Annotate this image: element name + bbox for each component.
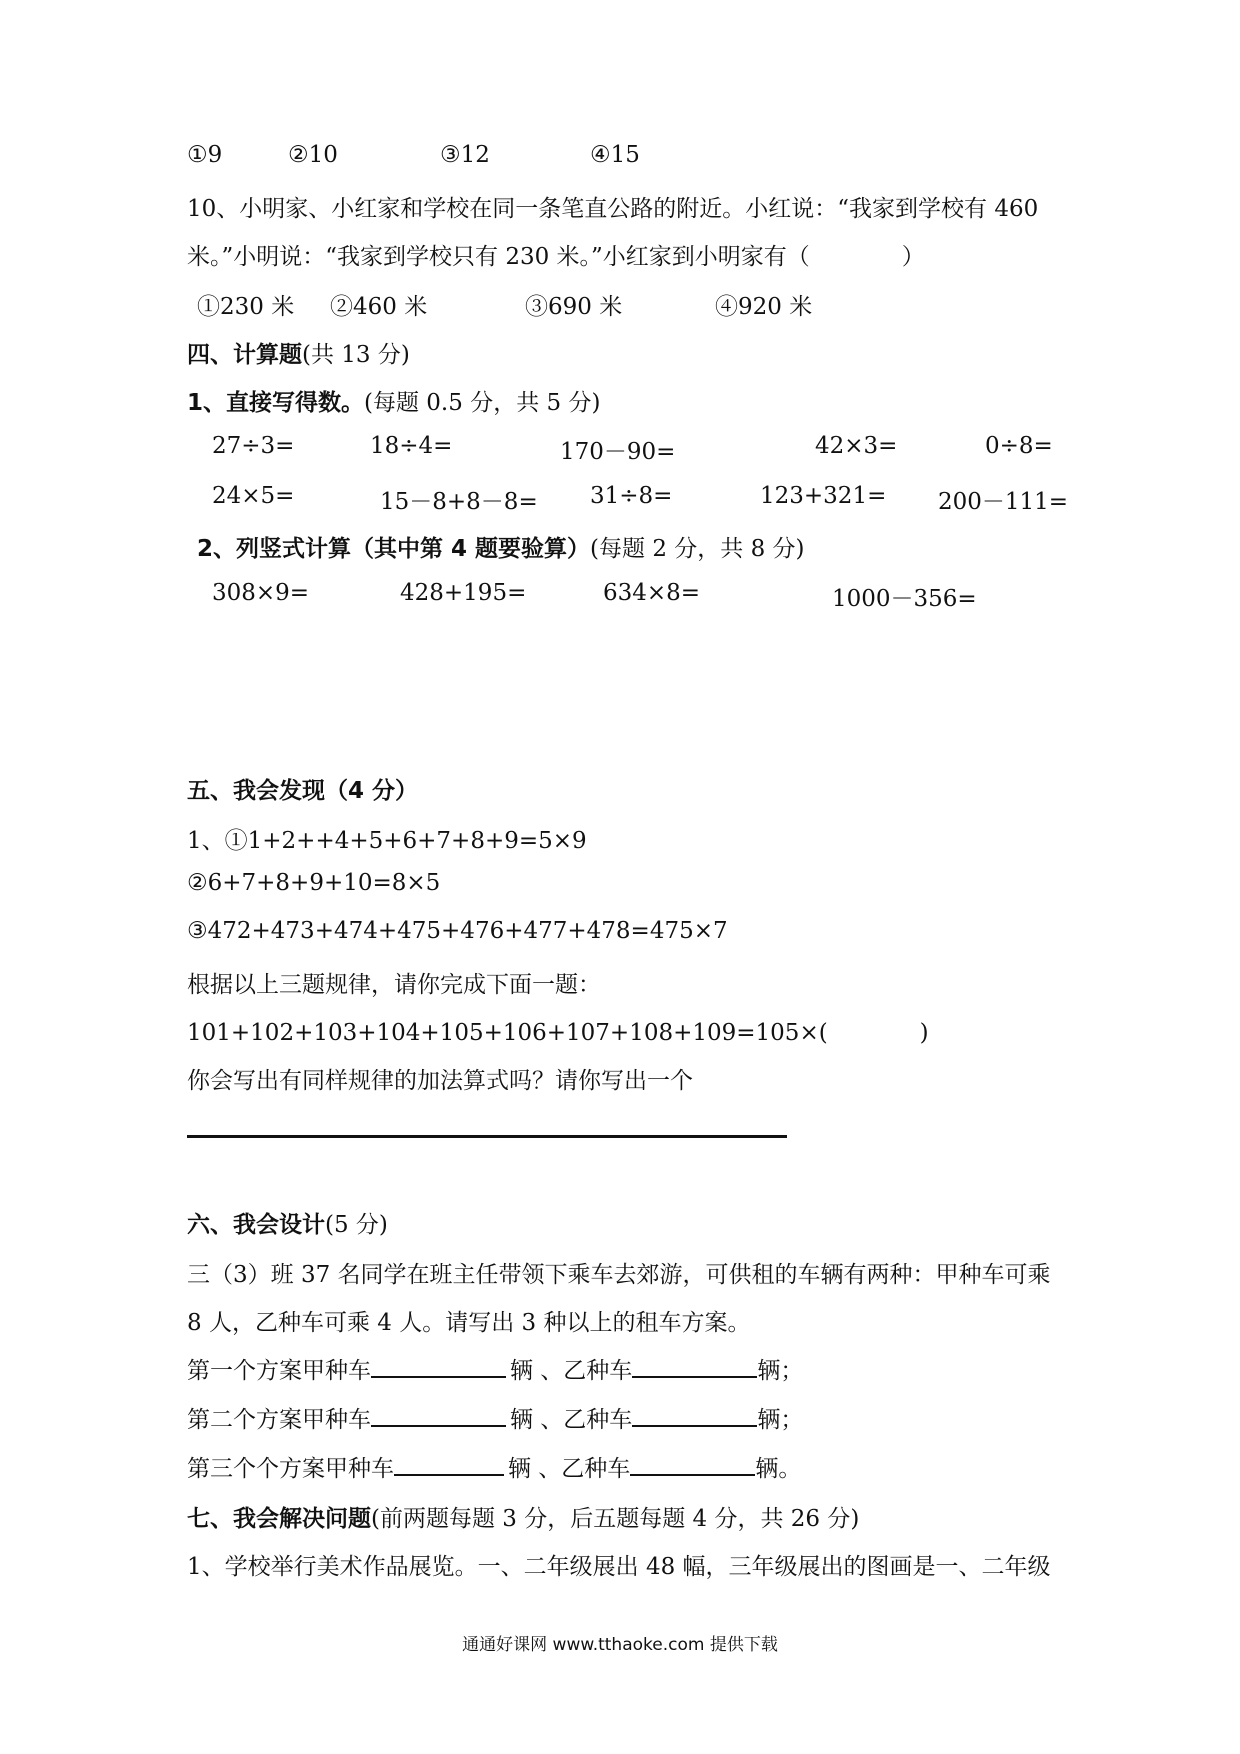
plan-prefix: 第二个方案甲种车 xyxy=(187,1407,371,1433)
section6-heading xyxy=(187,1206,388,1239)
plan-blank-a[interactable] xyxy=(394,1473,504,1476)
plan-prefix: 第一个方案甲种车 xyxy=(187,1358,371,1384)
calc-item: 27÷3= xyxy=(212,433,295,459)
section5-line2: ②6+7+8+9+10=8×5 xyxy=(187,870,441,896)
plan-mid: 辆 、乙种车 xyxy=(508,1456,631,1482)
section4-part1-heading xyxy=(187,384,600,417)
calc-item: 123+321= xyxy=(760,483,887,509)
calc-item: 170－90= xyxy=(560,439,676,465)
q10-option-2: ②460 米 xyxy=(330,294,428,320)
plan-mid: 辆 、乙种车 xyxy=(510,1358,633,1384)
section4-part1-title: 1、直接写得数。 xyxy=(187,390,365,416)
section4-part2-score: (每题 2 分，共 8 分) xyxy=(590,536,805,562)
calc-item: 0÷8= xyxy=(985,433,1053,459)
section5-line4: 根据以上三题规律，请你完成下面一题： xyxy=(187,972,601,998)
q10-line2: 米。”小明说：“我家到学校只有 230 米。”小红家到小明家有（ ） xyxy=(187,244,925,270)
q10-option-4: ④920 米 xyxy=(715,294,813,320)
calc-item: 42×3= xyxy=(815,433,898,459)
section7-heading xyxy=(187,1500,859,1533)
plan-blank-a[interactable] xyxy=(371,1424,506,1427)
section7-title: 七、我会解决问题 xyxy=(187,1506,371,1532)
plan-blank-b[interactable] xyxy=(632,1375,757,1378)
answer-line[interactable] xyxy=(187,1135,787,1138)
plan-prefix: 第三个个方案甲种车 xyxy=(187,1456,394,1482)
section7-score: (前两题每题 3 分，后五题每题 4 分，共 26 分) xyxy=(371,1506,860,1532)
calc-item: 200－111= xyxy=(938,489,1069,515)
section5-line6: 你会写出有同样规律的加法算式吗？请你写出一个 xyxy=(187,1068,693,1094)
section4-heading xyxy=(187,336,410,369)
section6-para2: 8 人，乙种车可乘 4 人。请写出 3 种以上的租车方案。 xyxy=(187,1310,751,1336)
plan-mid: 辆 、乙种车 xyxy=(510,1407,633,1433)
section4-part2-heading xyxy=(197,530,805,563)
calc-item: 15－8+8－8= xyxy=(380,489,538,515)
page-footer: 通通好课网 www.tthaoke.com 提供下载 xyxy=(462,1635,778,1655)
calc-item: 18÷4= xyxy=(370,433,453,459)
section4-score: (共 13 分) xyxy=(302,342,410,368)
q9-option-3: ③12 xyxy=(440,142,490,168)
plan-row xyxy=(187,1450,801,1483)
section4-part1-score: (每题 0.5 分，共 5 分) xyxy=(364,390,601,416)
calc-item: 24×5= xyxy=(212,483,295,509)
plan-end: 辆； xyxy=(757,1407,804,1433)
section6-score: (5 分) xyxy=(325,1212,388,1238)
q10-line1: 10、小明家、小红家和学校在同一条笔直公路的附近。小红说：“我家到学校有 460 xyxy=(187,196,1039,222)
plan-end: 辆； xyxy=(757,1358,804,1384)
section5-line5: 101+102+103+104+105+106+107+108+109=105×( ) xyxy=(187,1020,929,1046)
section5-title: 五、我会发现（4 分） xyxy=(187,778,419,804)
plan-blank-b[interactable] xyxy=(632,1424,757,1427)
section5-line3: ③472+473+474+475+476+477+478=475×7 xyxy=(187,918,728,944)
q9-option-4: ④15 xyxy=(590,142,640,168)
plan-row xyxy=(187,1352,803,1385)
q9-option-1: ①9 xyxy=(187,142,223,168)
q10-option-3: ③690 米 xyxy=(525,294,623,320)
vertical-calc-item: 428+195= xyxy=(400,580,527,606)
vertical-calc-item: 634×8= xyxy=(603,580,701,606)
plan-blank-a[interactable] xyxy=(371,1375,506,1378)
plan-blank-b[interactable] xyxy=(630,1473,755,1476)
section5-line1: 1、①1+2++4+5+6+7+8+9=5×9 xyxy=(187,828,587,854)
section7-para1: 1、学校举行美术作品展览。一、二年级展出 48 幅，三年级展出的图画是一、二年级 xyxy=(187,1554,1051,1580)
q10-option-1: ①230 米 xyxy=(197,294,295,320)
section4-part2-title: 2、列竖式计算（其中第 4 题要验算） xyxy=(197,536,591,562)
q9-option-2: ②10 xyxy=(288,142,338,168)
section4-title: 四、计算题 xyxy=(187,342,302,368)
section6-title: 六、我会设计 xyxy=(187,1212,325,1238)
plan-end: 辆。 xyxy=(755,1456,802,1482)
section6-para1: 三（3）班 37 名同学在班主任带领下乘车去郊游，可供租的车辆有两种：甲种车可乘 xyxy=(187,1262,1051,1288)
plan-row xyxy=(187,1401,803,1434)
calc-item: 31÷8= xyxy=(590,483,673,509)
vertical-calc-item: 308×9= xyxy=(212,580,310,606)
vertical-calc-item: 1000－356= xyxy=(832,586,977,612)
